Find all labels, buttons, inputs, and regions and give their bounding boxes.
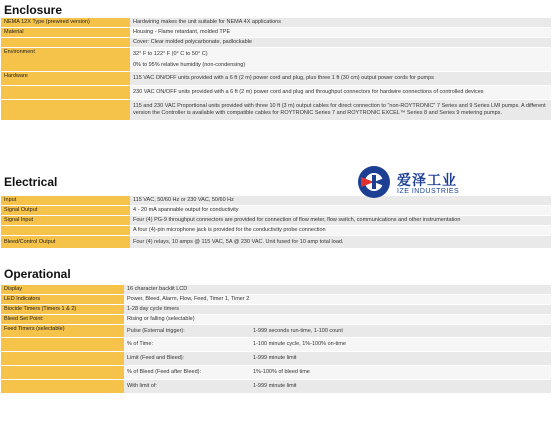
table-row: [1, 352, 551, 366]
table-row: [1, 235, 551, 249]
feed-timer-value: 1-999 minute limit: [250, 380, 551, 394]
feed-timer-value: 1%-100% of bleed time: [250, 366, 551, 380]
table-row: [1, 338, 551, 352]
row-value: Housing - Flame retardant, molded TPE: [130, 27, 551, 37]
feed-timer-name: Pulse (External trigger):: [124, 324, 250, 338]
row-label: [1, 37, 130, 47]
row-label: Signal Output: [1, 205, 130, 215]
table-row: [1, 285, 551, 294]
row-label: Display: [1, 285, 124, 294]
row-label: [1, 366, 124, 380]
row-label: Material: [1, 27, 130, 37]
electrical-table: [1, 196, 551, 249]
row-label: LED Indicators: [1, 294, 124, 304]
row-label: Environment: [1, 47, 130, 72]
operational-table: [1, 285, 551, 394]
logo-english-text: IZE INDUSTRIES: [397, 188, 460, 195]
enclosure-title: Enclosure: [4, 3, 63, 17]
row-label: [1, 225, 130, 235]
table-row: [1, 225, 551, 235]
feed-timer-value: 1-999 minute limit: [250, 352, 551, 366]
enclosure-table: [1, 18, 551, 121]
row-value: 115 VAC ON/OFF units provided with a 6 ft (2 m) power cord and plug, plus three 1 ft (30 cm) output power cords for pumps: [130, 72, 551, 86]
row-value: A four (4)-pin microphone jack is provided for the conductivity probe connection: [130, 225, 551, 235]
table-row: [1, 37, 551, 47]
feed-timer-name: % of Time:: [124, 338, 250, 352]
table-row: [1, 100, 551, 121]
row-label: [1, 100, 130, 121]
row-label: Signal Input: [1, 215, 130, 225]
table-row: [1, 27, 551, 37]
feed-timer-name: Limit (Feed and Bleed):: [124, 352, 250, 366]
row-label: Hardware: [1, 72, 130, 86]
table-row: [1, 72, 551, 86]
row-label: Bleed Set Point:: [1, 314, 124, 324]
table-row: [1, 304, 551, 314]
row-value: 1-28 day cycle timers: [124, 304, 551, 314]
row-value: 115 VAC, 50/60 Hz or 230 VAC, 50/60 Hz: [130, 196, 551, 205]
row-value: Rising or falling (selectable): [124, 314, 551, 324]
row-value: 32° F to 122° F (0° C to 50° C) 0% to 95% relative humidity (non-condensing): [130, 47, 551, 72]
table-row: [1, 86, 551, 100]
table-row: [1, 366, 551, 380]
table-row: [1, 18, 551, 27]
table-row: [1, 314, 551, 324]
row-label: [1, 380, 124, 394]
feed-timer-value: 1-999 seconds run-time, 1-100 count: [250, 324, 551, 338]
table-row: [1, 380, 551, 394]
row-value: 115 and 230 VAC Proportional units provided with three 10 ft (3 m) output cables for direct connection to "non-ROYTRONIC" 7 Series and 9 Series LMI pumps. A different version the Controller is available with compatible cables for ROYTRONIC Series 7 and ROYTRONIC EXCEL™ Series 8 and Series 9 metering pumps.: [130, 100, 551, 121]
electrical-title: Electrical: [4, 175, 58, 189]
row-value: Four (4) PG-9 throughput connectors are provided for connection of flow meter, flow switch, communications and other instrumentation: [130, 215, 551, 225]
row-value: Hardwiring makes the unit suitable for NEMA 4X applications: [130, 18, 551, 27]
row-value: Power, Bleed, Alarm, Flow, Feed, Timer 1, Timer 2: [124, 294, 551, 304]
row-value: 4 - 20 mA spannable output for conductivity: [130, 205, 551, 215]
row-label: Bleed/Control Output: [1, 235, 130, 249]
row-value: Four (4) relays, 10 amps @ 115 VAC, 5A @ 230 VAC. Unit fused for 10 amp total load.: [130, 235, 551, 249]
table-row: [1, 205, 551, 215]
row-label: [1, 86, 130, 100]
feed-timer-name: % of Bleed (Feed after Bleed):: [124, 366, 250, 380]
operational-title: Operational: [4, 267, 71, 281]
row-label: Input: [1, 196, 130, 205]
row-value: 230 VAC ON/OFF units provided with a 6 ft (2 m) power cord and plug and throughput connectors for hardwire connections of controlled devices: [130, 86, 551, 100]
table-row: [1, 324, 551, 338]
row-label: [1, 352, 124, 366]
row-label: Biocide Timers (Timers 1 & 2): [1, 304, 124, 314]
row-label: NEMA 12X Type (prewired version): [1, 18, 130, 27]
table-row: [1, 294, 551, 304]
row-label: [1, 338, 124, 352]
row-label: Feed Timers (selectable): [1, 324, 124, 338]
logo-chinese-text: 爱泽工业: [397, 173, 457, 189]
row-value: Cover: Clear molded polycarbonate, padlockable: [130, 37, 551, 47]
table-row: [1, 215, 551, 225]
ize-logo-icon: [357, 165, 391, 199]
ize-industries-logo: [357, 165, 472, 201]
table-row: [1, 47, 551, 72]
feed-timer-value: 1-100 minute cycle, 1%-100% on-time: [250, 338, 551, 352]
row-value: 16 character backlit LCD: [124, 285, 551, 294]
feed-timer-name: With limit of:: [124, 380, 250, 394]
